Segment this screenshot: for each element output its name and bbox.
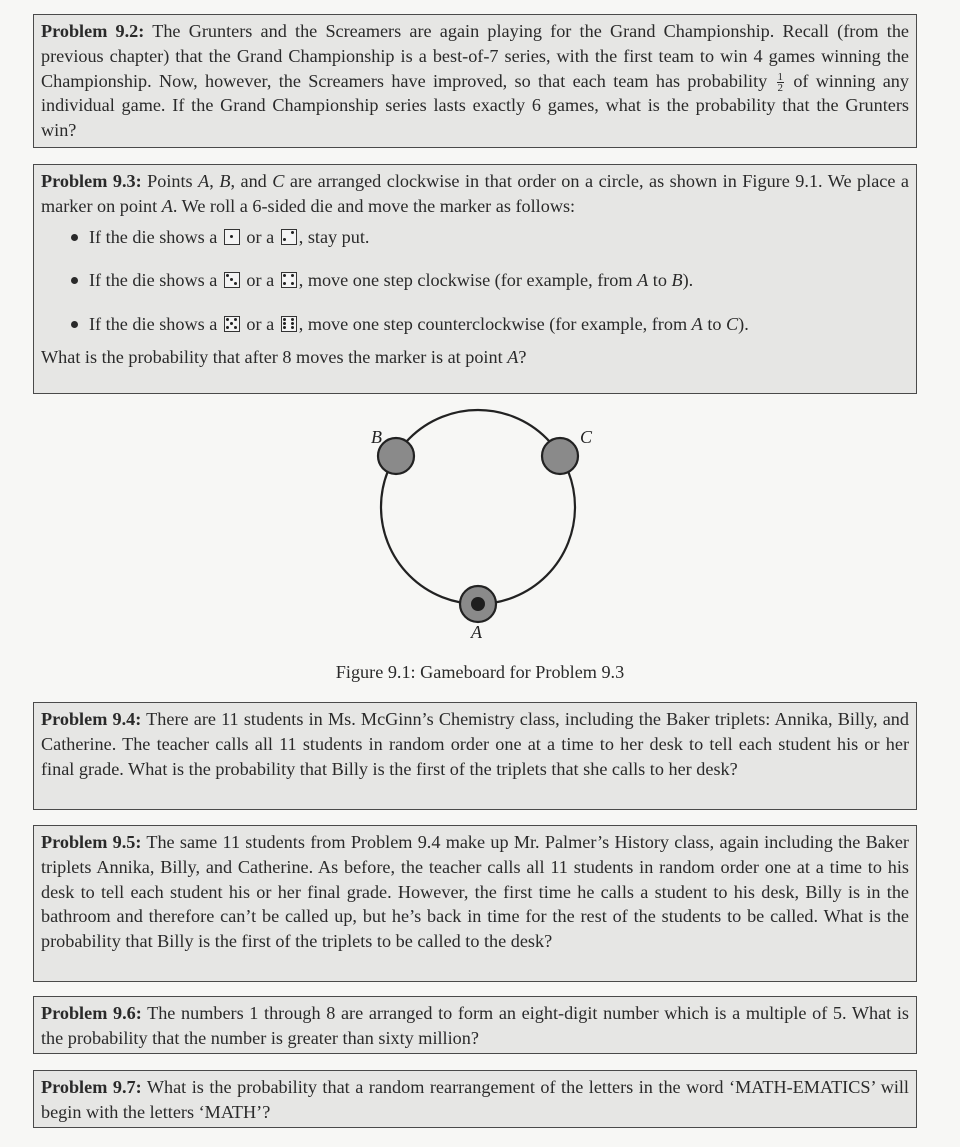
- separator: ,: [209, 171, 220, 191]
- die-pip: [226, 318, 229, 321]
- problem-label: Problem 9.5:: [41, 832, 142, 852]
- die-face-3-icon: [224, 272, 240, 288]
- die-pip: [283, 318, 286, 321]
- rule-text: , move one step counterclockwise (for example, from: [298, 314, 692, 335]
- point-c-ref: C: [272, 171, 285, 191]
- problem-label: Problem 9.2:: [41, 21, 145, 41]
- rule-text: If the die shows a: [89, 226, 222, 247]
- gameboard-figure: [0, 400, 960, 700]
- problem-label: Problem 9.3:: [41, 171, 142, 191]
- rule-stay: [71, 225, 909, 250]
- problem-label: Problem 9.7:: [41, 1077, 142, 1097]
- problem-text: The same 11 students from Problem 9.4 make up Mr. Palmer’s History class, again including the Baker triplets Annika, Billy, and Catherine. As before, the teacher calls all 11 students in random order one at a time to his desk to tell each student his or her final grade. However, the first time he calls a student to his desk, Billy is in the bathroom and therefore can’t be called up, but he’s back in time for the rest of the students to be called. What is the probability that Billy is the first of the triplets to be called to the desk?: [41, 832, 909, 952]
- point-a-ref: A: [507, 346, 519, 367]
- point-ref: A: [637, 270, 649, 291]
- die-pip: [291, 326, 294, 329]
- label-a: A: [471, 622, 482, 642]
- die-pip: [230, 278, 233, 281]
- problem-9-7: [33, 1070, 917, 1128]
- rule-text: or a: [241, 226, 279, 247]
- problem-label: Problem 9.4:: [41, 709, 142, 729]
- label-c: C: [580, 427, 593, 447]
- node-c: [542, 438, 578, 474]
- die-pip: [234, 326, 237, 329]
- die-pip: [291, 282, 294, 285]
- point-a-ref: A: [198, 171, 210, 191]
- die-face-6-icon: [281, 316, 297, 332]
- die-pip: [234, 318, 237, 321]
- figure-caption: Figure 9.1: Gameboard for Problem 9.3: [335, 662, 625, 682]
- die-face-5-icon: [224, 316, 240, 332]
- die-face-1-icon: [224, 229, 240, 245]
- rule-text: ).: [682, 270, 694, 291]
- problem-text: What is the probability that a random rearrangement of the letters in the word ‘MATH-EMATICS’ will begin with the letters ‘MATH’?: [41, 1077, 909, 1122]
- rule-text: If the die shows a: [89, 314, 222, 335]
- node-b: [378, 438, 414, 474]
- rule-text: to: [702, 314, 727, 335]
- point-ref: B: [671, 270, 683, 291]
- problem-9-6: [33, 996, 917, 1054]
- die-pip: [291, 318, 294, 321]
- die-pip: [234, 282, 237, 285]
- marker-dot: [471, 597, 485, 611]
- point-ref: A: [691, 314, 703, 335]
- rule-text: or a: [241, 314, 279, 335]
- question-mark: ?: [518, 346, 527, 367]
- rule-text: ).: [738, 314, 749, 335]
- die-pip: [226, 274, 229, 277]
- problem-text: The numbers 1 through 8 are arranged to form an eight-digit number which is a multiple of 5. What is the probability that the number is greater than sixty million?: [41, 1003, 909, 1048]
- rule-text: If the die shows a: [89, 270, 222, 291]
- die-pip: [283, 238, 286, 241]
- die-pip: [291, 322, 294, 325]
- rules-list: [41, 225, 909, 337]
- rule-text: , stay put.: [298, 226, 370, 247]
- problem-text: Points: [141, 171, 199, 191]
- die-pip: [230, 322, 233, 325]
- point-ref: C: [726, 314, 739, 335]
- problem-9-4: [33, 702, 917, 810]
- problem-text: are arranged clockwise in that order on a circle, as shown in Figure 9.1. We place a marker on point: [41, 171, 909, 216]
- problem-question: What is the probability that after 8 moves the marker is at point: [41, 346, 508, 367]
- die-pip: [291, 274, 294, 277]
- problem-9-5: [33, 825, 917, 982]
- problem-text: There are 11 students in Ms. McGinn’s Chemistry class, including the Baker triplets: Annika, Billy, and Catherine. The teacher calls all 11 students in random order one at a time to her desk to tell each student his or her final grade. What is the probability that Billy is the first of the triplets that she calls to her desk?: [41, 709, 909, 779]
- die-pip: [291, 231, 294, 234]
- fraction-one-half: [777, 72, 785, 93]
- point-b-ref: B: [219, 171, 231, 191]
- rule-counterclockwise: [71, 312, 909, 337]
- problem-text: The Grunters and the Screamers are again playing for the Grand Championship. Recall (from the previous chapter) that the Grand Championship is a best-of-7 series, with the first team to win 4 games winning the Championship. Now, however, the Screamers have improved, so that each team has probability: [41, 21, 909, 91]
- problem-9-3: [33, 164, 917, 394]
- fraction-denominator: 2: [777, 81, 784, 94]
- fraction-numerator: 1: [777, 70, 784, 83]
- separator: , and: [230, 171, 273, 191]
- die-face-4-icon: [281, 272, 297, 288]
- die-pip: [283, 326, 286, 329]
- die-pip: [230, 235, 233, 238]
- point-a-ref: A: [161, 195, 173, 216]
- problem-text: . We roll a 6-sided die and move the marker as follows:: [172, 195, 576, 216]
- problem-9-2: [33, 14, 917, 148]
- die-pip: [283, 282, 286, 285]
- die-pip: [283, 322, 286, 325]
- die-pip: [226, 326, 229, 329]
- die-pip: [283, 274, 286, 277]
- rule-clockwise: [71, 268, 909, 293]
- problem-text-continued: of winning any individual game. If the Grand Championship series lasts exactly 6 games, what is the probability that the Grunters win?: [41, 70, 909, 141]
- label-b: B: [371, 427, 382, 447]
- rule-text: , move one step clockwise (for example, from: [298, 270, 638, 291]
- problem-label: Problem 9.6:: [41, 1003, 142, 1023]
- rule-text: or a: [241, 270, 279, 291]
- gameboard-circle: [381, 410, 575, 604]
- die-face-2-icon: [281, 229, 297, 245]
- rule-text: to: [648, 270, 672, 291]
